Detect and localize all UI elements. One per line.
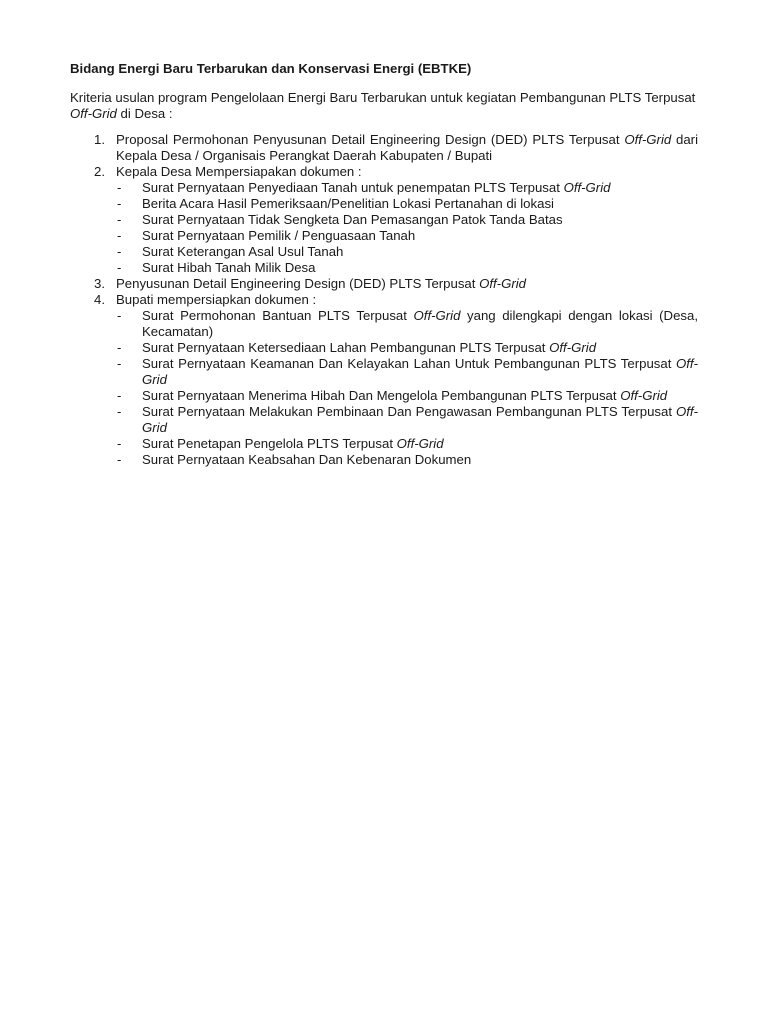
item-text	[116, 132, 698, 164]
criteria-item-1	[70, 132, 698, 164]
sublist-italic: Off-Grid	[620, 388, 668, 403]
sublist-italic: Off-Grid	[142, 356, 698, 387]
sublist-text: Surat Pernyataan Pemilik / Penguasaan Tanah	[142, 228, 416, 243]
dash-marker: -	[117, 356, 122, 371]
sublist-italic: Off-Grid	[142, 404, 698, 435]
sublist-item	[116, 244, 698, 260]
criteria-item-3	[70, 276, 698, 292]
item-text	[116, 276, 698, 292]
dash-marker: -	[117, 180, 122, 195]
sublist-item	[116, 196, 698, 212]
sublist-text: Surat Penetapan Pengelola PLTS Terpusat	[142, 436, 397, 451]
intro-text-end: di Desa :	[116, 106, 173, 121]
sublist-item	[116, 452, 698, 468]
item-text-italic: Off-Grid	[479, 276, 526, 291]
dash-marker: -	[117, 388, 122, 403]
sublist-text: Surat Pernyataan Melakukan Pembinaan Dan Pengawasan Pembangunan PLTS Terpusat	[142, 404, 677, 419]
dash-marker: -	[117, 404, 122, 419]
sublist-item	[116, 436, 698, 452]
document-sublist	[116, 308, 698, 468]
sublist-item	[116, 404, 698, 436]
sublist-italic: Off-Grid	[413, 308, 461, 323]
document-heading: Bidang Energi Baru Terbarukan dan Konservasi Energi (EBTKE)	[70, 61, 472, 76]
dash-marker: -	[117, 196, 122, 211]
sublist-item	[116, 388, 698, 404]
sublist-item	[116, 260, 698, 276]
dash-marker: -	[117, 308, 122, 323]
item-text: Bupati mempersiapkan dokumen :	[116, 292, 317, 307]
sublist-italic: Off-Grid	[549, 340, 597, 355]
sublist-text-end: yang dilengkapi dengan lokasi (Desa, Kecamatan)	[142, 308, 698, 339]
dash-marker: -	[117, 212, 122, 227]
item-text-italic: Off-Grid	[624, 132, 672, 147]
item-text-main: Penyusunan Detail Engineering Design (DED) PLTS Terpusat	[116, 276, 480, 291]
item-number: 2.	[94, 164, 105, 179]
sublist-item	[116, 340, 698, 356]
item-text: Kepala Desa Mempersiapakan dokumen :	[116, 164, 362, 179]
dash-marker: -	[117, 260, 122, 275]
sublist-item	[116, 228, 698, 244]
sublist-item	[116, 308, 698, 340]
sublist-text: Surat Pernyataan Tidak Sengketa Dan Pemasangan Patok Tanda Batas	[142, 212, 563, 227]
sublist-text: Surat Pernyataan Penyediaan Tanah untuk penempatan PLTS Terpusat	[142, 180, 564, 195]
sublist-item	[116, 180, 698, 196]
intro-paragraph	[70, 90, 698, 122]
sublist-text: Surat Pernyataan Menerima Hibah Dan Mengelola Pembangunan PLTS Terpusat	[142, 388, 621, 403]
intro-italic: Off-Grid	[70, 106, 117, 121]
item-number: 3.	[94, 276, 105, 291]
sublist-text: Surat Pernyataan Keamanan Dan Kelayakan Lahan Untuk Pembangunan PLTS Terpusat	[142, 356, 677, 371]
document-sublist	[116, 180, 698, 276]
item-number: 1.	[94, 132, 105, 147]
criteria-item-4	[70, 292, 698, 468]
sublist-text: Surat Pernyataan Keabsahan Dan Kebenaran Dokumen	[142, 452, 472, 467]
sublist-text: Surat Keterangan Asal Usul Tanah	[142, 244, 344, 259]
item-text-end: dari Kepala Desa / Organisais Perangkat Daerah Kabupaten / Bupati	[116, 132, 699, 163]
sublist-text: Surat Hibah Tanah Milik Desa	[142, 260, 316, 275]
sublist-item	[116, 212, 698, 228]
sublist-italic: Off-Grid	[396, 436, 444, 451]
sublist-item	[116, 356, 698, 388]
sublist-text: Surat Pernyataan Ketersediaan Lahan Pembangunan PLTS Terpusat	[142, 340, 550, 355]
sublist-text: Surat Permohonan Bantuan PLTS Terpusat	[142, 308, 414, 323]
item-text-main: Proposal Permohonan Penyusunan Detail Engineering Design (DED) PLTS Terpusat	[116, 132, 625, 147]
dash-marker: -	[117, 452, 122, 467]
sublist-italic: Off-Grid	[563, 180, 611, 195]
dash-marker: -	[117, 340, 122, 355]
criteria-list	[70, 132, 698, 468]
item-number: 4.	[94, 292, 105, 307]
sublist-text: Berita Acara Hasil Pemeriksaan/Penelitian Lokasi Pertanahan di lokasi	[142, 196, 554, 211]
dash-marker: -	[117, 228, 122, 243]
document-page	[70, 61, 698, 468]
dash-marker: -	[117, 244, 122, 259]
criteria-item-2	[70, 164, 698, 276]
intro-text: Kriteria usulan program Pengelolaan Energi Baru Terbarukan untuk kegiatan Pembangunan PLTS Terpusat	[70, 90, 696, 105]
dash-marker: -	[117, 436, 122, 451]
